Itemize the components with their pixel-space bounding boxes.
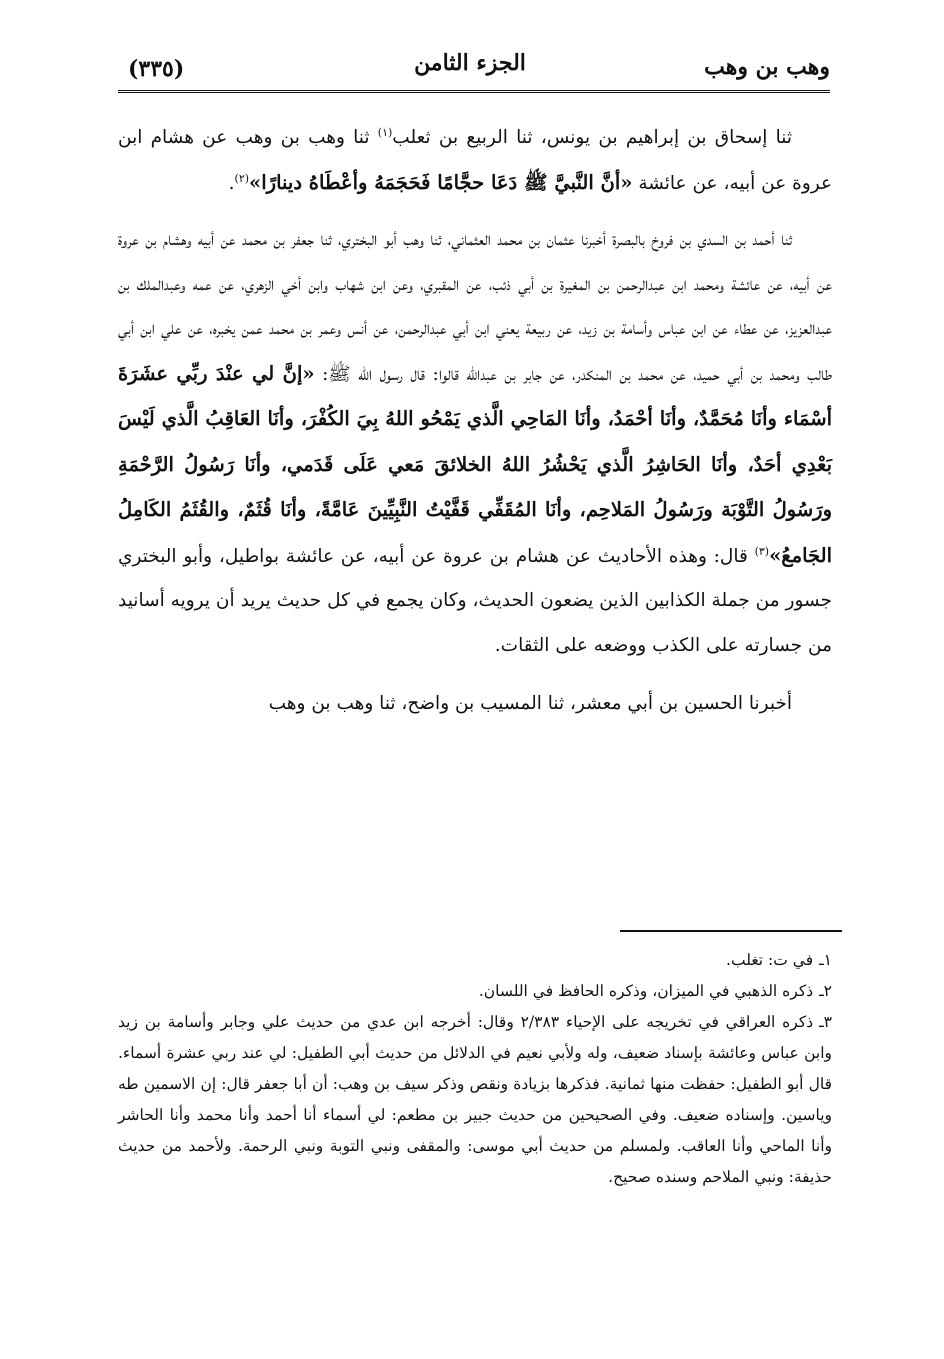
footnote-separator [620,930,842,932]
footnote-1-text: في ت: تغلب. [726,951,814,969]
hadith-quote-1: «أنَّ النَّبيَّ ﷺ دَعَا حجَّامًا فَحَجَمَهُ وأعْطَاهُ دينارًا» [249,170,633,194]
footnote-3-number: ٣ـ [819,1013,832,1031]
header-page-number: (٣٣٥) [128,56,185,82]
footnote-1-number: ١ـ [819,951,832,969]
footnotes [118,945,832,1193]
footnote-3 [118,1007,832,1193]
paragraph-2 [118,218,832,668]
paragraph-2-isnad: ثنا أحمد بن السدي بن فروخ بالبصرة أخبرنا عثمان بن محمد العثماني، ثنا وهب أبو البختري، ثنا جعفر بن محمد عن أبيه وهشام بن عروة عن أبيه، عن عائشة ومحمد ابن عبدالرحمن بن المغيرة بن أبي ذئب، عن المقبري، وعن ابن شهاب وابن أخي الزهري، عن عمه وعبدالملك بن عبدالعزيز، عن عطاء عن ابن عباس وأسامة بن زيد، عن ربيعة يعني ابن أبي عبدالرحمن، عن أنس وعمر بن محمد عمن يخبره، عن علي ابن أبي طالب ومحمد بن أبي حميد، عن محمد بن المنكدر، عن جابر بن عبدالله قالوا: قال رسول الله ﷺ: [118,229,833,385]
header-volume: الجزء الثامن [414,50,526,76]
footnote-ref-3: (٣) [754,544,770,558]
footnote-1 [118,945,832,976]
footnote-2-number: ٢ـ [819,982,832,1000]
paragraph-2-commentary: قال: وهذه الأحاديث عن هشام بن عروة عن أبيه، عن عائشة بواطيل، وأبو البختري جسور من جملة الكذابين الذين يضعون الحديث، وكان يجمع في كل حديث يريد أن يرويه أسانيد من جسارته على الكذب ووضعه على الثقات. [118,545,832,656]
footnote-ref-2: (٢) [234,171,250,185]
footnote-3-text: ذكره العراقي في تخريجه على الإحياء ٢/٣٨٣ وقال: أخرجه ابن عدي من حديث علي وجابر وأسامة بن زيد وابن عباس وعائشة بإسناد ضعيف، وله ولأبي نعيم في الدلائل من حديث أبي الطفيل: لي عند ربي عشرة أسماء. قال أبو الطفيل: حفظت منها ثمانية. فذكرها بزيادة ونقص وذكر سيف بن وهب: أن أبا جعفر قال: إن الاسمين طه وياسين. وإسناده ضعيف. وفي الصحيحين من حديث جبير بن مطعم: لي أسماء أنا أحمد وأنا محمد وأنا الحاشر وأنا الماحي وأنا العاقب. ولمسلم من حديث أبي موسى: والمقفى ونبي التوبة ونبي الرحمة. ولأحمد من حديث حذيفة: ونبي الملاحم وسنده صحيح. [118,1013,832,1186]
footnote-ref-1: (١) [377,125,393,139]
paragraph-3: أخبرنا الحسين بن أبي معشر، ثنا المسيب بن واضح، ثنا وهب بن وهب [268,693,792,714]
running-header [118,40,830,86]
footnote-2 [118,976,832,1007]
header-rule [118,90,830,93]
paragraph-1 [118,116,832,206]
paragraph-1-end: . [228,172,235,194]
hadith-quote-2: «إنَّ لي عنْدَ ربِّي عشَرَةَ أسْمَاء وأنَا مُحَمَّدٌ، وأنَا أحْمَدُ، وأنَا المَاحِي الَّذي يَمْحُو اللهُ بِيَ الكُفْرَ، وأنَا العَاقِبُ الَّذي لَيْسَ بَعْدِي أحَدٌ، وأنَا الحَاشِرُ الَّذي يَحْشُرُ اللهُ الخلائقَ مَعي عَلَى قَدَمي، وأنَا رَسُولُ الرَّحْمَةِ ورَسُولُ التَّوْبَة ورَسُولُ المَلاحِم، وأنَا المُقَفِّي قَفَّيْتُ النَّبِيِّينَ عَامَّةً، وأنَا قُثَمٌ، والقُثَمُ الكَامِلُ الجَامعُ» [118,361,832,567]
paragraph-1-text-b: ثنا وهب بن وهب عن هشام ابن عروة عن أبيه، عن عائشة [118,127,832,194]
paragraph-1-text-a: ثنا إسحاق بن إبراهيم بن يونس، ثنا الربيع بن ثعلب [392,127,792,148]
header-chapter-title: وهب بن وهب [704,54,830,80]
main-text [118,116,832,741]
footnote-2-text: ذكره الذهبي في الميزان، وذكره الحافظ في اللسان. [478,982,814,1000]
